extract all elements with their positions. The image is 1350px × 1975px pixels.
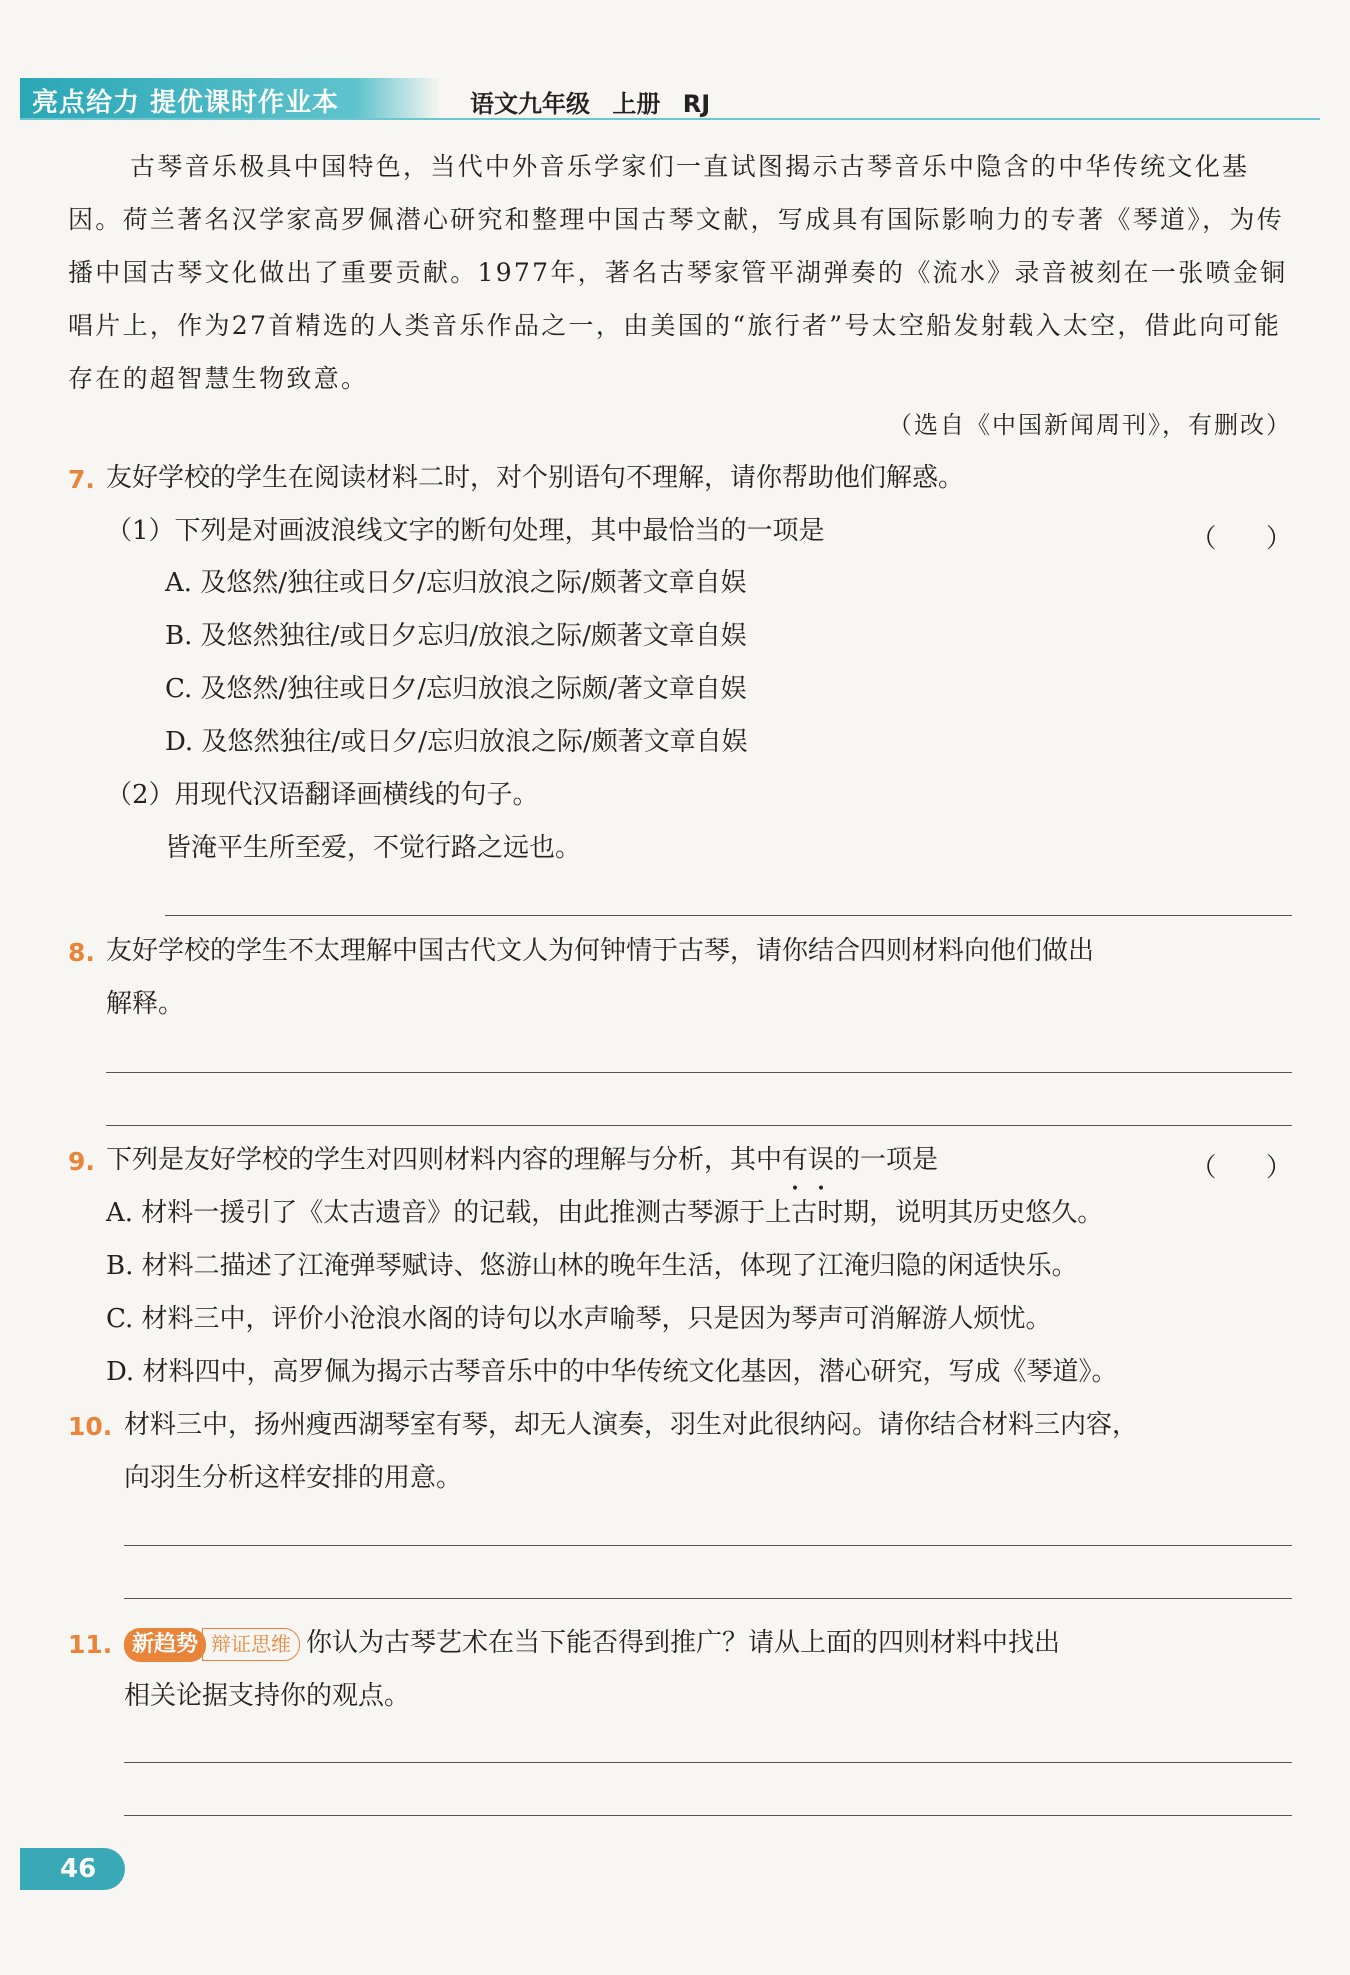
- q7-sentence: 皆淹平生所至爱，不觉行路之远也。: [165, 833, 582, 863]
- dialectic-tag: 辩证思维: [202, 1628, 300, 1661]
- q9-option-d: D. 材料四中，高罗佩为揭示古琴音乐中的中华传统文化基因，潜心研究，写成《琴道》。: [106, 1357, 1118, 1387]
- q7-option-b: B. 及悠然独往/或日夕忘归/放浪之际/颇著文章自娱: [165, 621, 747, 651]
- page-number: 46: [20, 1848, 125, 1890]
- q11-answer-line-2[interactable]: [124, 1815, 1292, 1816]
- q9-answer-paren[interactable]: （ ）: [1190, 1153, 1292, 1183]
- header-banner: [20, 78, 440, 120]
- header-divider: [20, 118, 1320, 120]
- q8-number: 8.: [68, 938, 95, 967]
- q7-option-d: D. 及悠然独往/或日夕/忘归放浪之际/颇著文章自娱: [165, 727, 748, 757]
- q9-emphasis-1: 有: [782, 1145, 809, 1175]
- q9-number: 9.: [68, 1147, 95, 1176]
- passage-text: 古琴音乐极具中国特色，当代中外音乐学家们一直试图揭示古琴音乐中隐含的中华传统文化基因。荷兰著名汉学家高罗佩潜心研究和整理中国古琴文献，写成具有国际影响力的专著《琴道》，为传播中国古琴文化做出了重要贡献。1977年，著名古琴家管平湖弹奏的《流水》录音被刻在一张喷金铜唱片上，作为27首精选的人类音乐作品之一，由美国的“旅行者”号太空船发射载入太空，借此向可能存在的超智慧生物致意。: [68, 152, 1288, 393]
- q7-sub1: （1）下列是对画波浪线文字的断句处理，其中最恰当的一项是: [106, 516, 825, 546]
- q9-stem-post: 的一项是: [834, 1145, 939, 1175]
- page-header: [20, 78, 1320, 120]
- trend-tag: 新趋势: [124, 1628, 206, 1662]
- brand-title: 亮点给力 提优课时作业本: [32, 88, 340, 118]
- q8-line1: 友好学校的学生不太理解中国古代文人为何钟情于古琴，请你结合四则材料向他们做出: [106, 936, 1095, 966]
- q7-sub2: （2）用现代汉语翻译画横线的句子。: [106, 780, 539, 810]
- q7-answer-paren[interactable]: （ ）: [1190, 524, 1292, 554]
- q11-answer-line-1[interactable]: [124, 1762, 1292, 1763]
- q8-line2: 解释。: [106, 989, 185, 1019]
- q10-answer-line-2[interactable]: [124, 1598, 1292, 1599]
- q7-answer-line[interactable]: [165, 915, 1292, 916]
- q9-stem-pre: 下列是友好学校的学生对四则材料内容的理解与分析，其中: [106, 1145, 783, 1175]
- q8-answer-line-1[interactable]: [106, 1072, 1292, 1073]
- q10-answer-line-1[interactable]: [124, 1545, 1292, 1546]
- q9-option-c: C. 材料三中，评价小沧浪水阁的诗句以水声喻琴，只是因为琴声可消解游人烦忧。: [106, 1304, 1052, 1334]
- q9-option-b: B. 材料二描述了江淹弹琴赋诗、悠游山林的晚年生活，体现了江淹归隐的闲适快乐。: [106, 1251, 1078, 1281]
- q7-option-c: C. 及悠然/独往或日夕/忘归放浪之际颇/著文章自娱: [165, 674, 747, 704]
- q10-line2: 向羽生分析这样安排的用意。: [124, 1463, 463, 1493]
- q11-line2: 相关论据支持你的观点。: [124, 1681, 411, 1711]
- passage-source: （选自《中国新闻周刊》，有删改）: [888, 411, 1292, 439]
- q11-number: 11.: [68, 1630, 113, 1659]
- q11-stem: 你认为古琴艺术在当下能否得到推广？请从上面的四则材料中找出: [306, 1628, 1061, 1658]
- q7-number: 7.: [68, 465, 95, 494]
- q9-option-a: A. 材料一援引了《太古遗音》的记载，由此推测古琴源于上古时期，说明其历史悠久。: [106, 1198, 1104, 1228]
- q9-emphasis-2: 误: [808, 1145, 835, 1175]
- q10-number: 10.: [68, 1412, 113, 1441]
- q7-option-a: A. 及悠然/独往或日夕/忘归放浪之际/颇著文章自娱: [165, 568, 747, 598]
- q9-stem: [106, 1134, 938, 1187]
- q10-line1: 材料三中，扬州瘦西湖琴室有琴，却无人演奏，羽生对此很纳闷。请你结合材料三内容，: [124, 1410, 1139, 1440]
- q8-answer-line-2[interactable]: [106, 1125, 1292, 1126]
- q11-line1: [124, 1617, 1060, 1670]
- q7-stem: 友好学校的学生在阅读材料二时，对个别语句不理解，请你帮助他们解惑。: [106, 463, 965, 493]
- book-info: 语文九年级 上册 RJ: [470, 90, 711, 118]
